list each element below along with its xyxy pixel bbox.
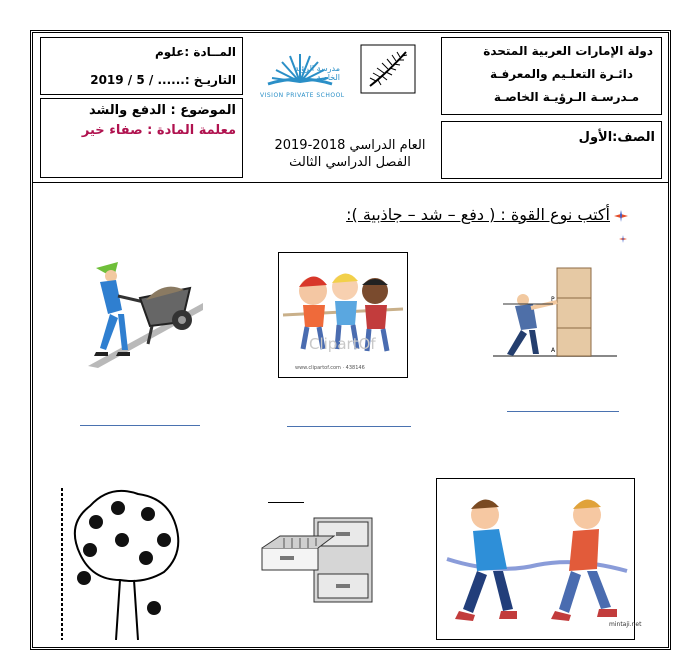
date-label: التاريـخ :...... / 5 / 2019 (90, 73, 236, 87)
topic-label: الموضوع : الدفع والشد (89, 103, 236, 118)
apple-tree-image (60, 484, 188, 640)
answer-line-2[interactable] (287, 426, 411, 427)
academic-year: العام الدراسي 2018-2019 (274, 138, 426, 153)
exercise-instruction: أكتب نوع القوة : ( دفع – شد – جاذبية ): (346, 205, 610, 224)
grade-box (441, 121, 662, 179)
logo-english-text: VISION PRIVATE SCHOOL (260, 92, 345, 99)
clipart-watermark: ClipartOf (309, 335, 376, 353)
svg-text:A: A (551, 347, 556, 354)
department-label: دائـرة التعلـيم والمعرفـة (490, 67, 633, 81)
palm-emblem (360, 44, 416, 94)
grade-label: الصف:الأول (578, 130, 655, 145)
svg-text:P: P (551, 296, 555, 303)
pushing-boxes-image (493, 248, 617, 360)
school-info-box (441, 37, 662, 115)
country-label: دولة الإمارات العربية المتحدة (483, 44, 653, 58)
school-name-label: مـدرسـة الـرؤيـة الخاصـة (493, 90, 639, 104)
term-label: الفصل الدراسي الثالث (289, 155, 411, 170)
subject-date-box (40, 37, 243, 95)
answer-line-3[interactable] (507, 411, 619, 412)
subject-label: المــادة :علوم (154, 45, 236, 59)
answer-line-1[interactable] (80, 425, 200, 426)
drawer-cabinet-image (258, 512, 386, 604)
mintaji-caption: mintaji.net (609, 621, 642, 628)
small-bullet-icon (618, 229, 628, 239)
topic-box (40, 98, 243, 178)
header-divider (33, 182, 668, 183)
teacher-label: معلمة المادة : صفاء خير (81, 123, 236, 138)
wheelbarrow-image (78, 258, 208, 368)
clipart-caption: www.clipartof.com · 438146 (295, 365, 365, 371)
kids-tug-image (278, 252, 408, 378)
vision-school-logo (258, 44, 345, 102)
answer-line-4[interactable] (268, 502, 304, 503)
boys-tug-image (436, 478, 642, 640)
star-bullet-icon (612, 208, 630, 222)
logo-arabic-text: مدرسة الرؤية الخاصة (294, 64, 340, 82)
